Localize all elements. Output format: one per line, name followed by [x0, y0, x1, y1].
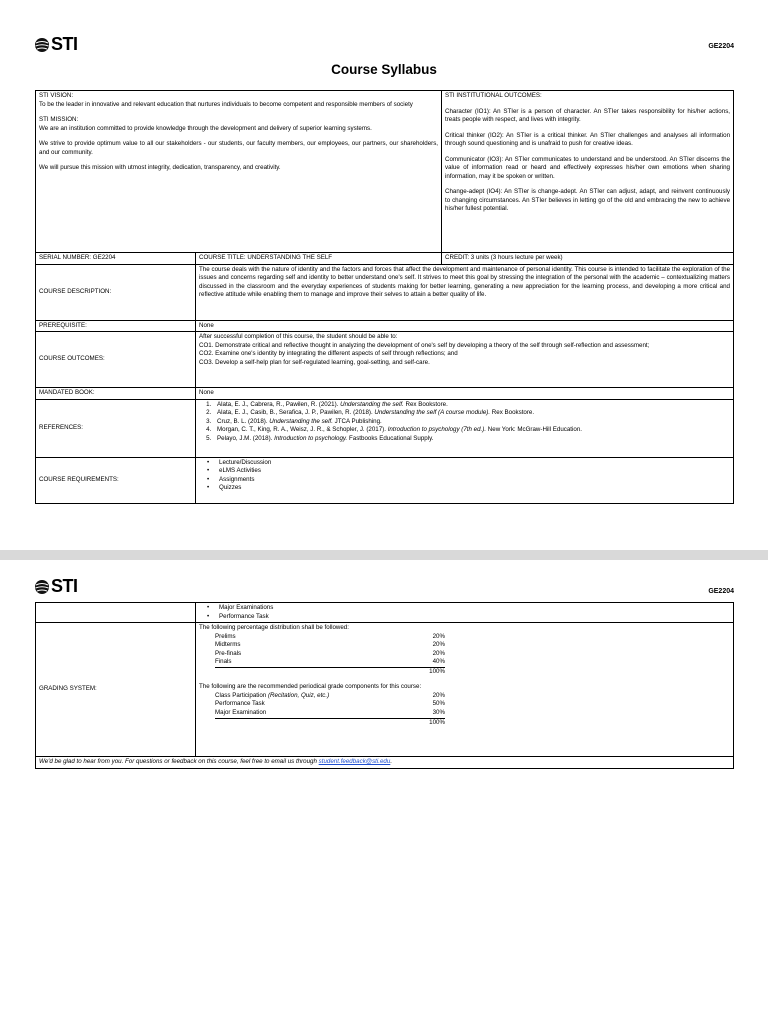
- grading-cell: [196, 623, 734, 757]
- vision-label: STI VISION:: [39, 92, 74, 99]
- requirement-item: • Performance Task: [211, 613, 730, 622]
- mission-paragraph: We are an institution committed to provide knowledge through the development and delivery of superior learning systems.: [39, 124, 372, 132]
- prerequisite-label: PREREQUISITE:: [36, 320, 196, 332]
- term-row: Finals 40%: [215, 658, 730, 668]
- requirement-item: • Major Examinations: [211, 604, 730, 613]
- outcome-item: Change-adept (IO4): An STIer is change-adept. An STIer can adjust, adapt, and reinvent continuously to changing circumstances. An STIer believes in letting go of the old and embracing the new to achieve his/her fullest potential.: [445, 188, 731, 213]
- component-total: 100%: [429, 718, 445, 726]
- prerequisite-value: None: [196, 320, 734, 332]
- requirement-item: • Lecture/Discussion: [211, 459, 730, 468]
- outcome-item: Communicator (IO3): An STIer communicates to understand and be understood. An STIer discerns the value of information read or heard and effectively expresses his/her own emotions when sharing information, may it be spoken or written.: [445, 155, 731, 180]
- course-outcome-item: CO2. Examine one's identity by integrating the different aspects of self through reflections; and: [199, 350, 458, 358]
- component-row: Class Participation (Recitation, Quiz, etc.) 20%: [215, 691, 445, 699]
- page-2: [0, 560, 768, 1024]
- course-code: GE2204: [708, 43, 734, 50]
- logo-text: STI: [51, 576, 78, 596]
- page-gap: [0, 550, 768, 560]
- serial-number: SERIAL NUMBER: GE2204: [36, 253, 196, 265]
- description-text: The course deals with the nature of identity and the factors and forces that affect the development and maintenance of personal identity. This course is intended to facilitate the exploration of the issues and concerns regarding self and identity to better understand one's self. It strives to meet this goal by stressing the integration of the personal with the academic – contextualizing matters discussed in the classroom and the everyday experiences of students making for better learning, generating a new appreciation for the learning process, and developing a more critical and reflective attitude while enabling them to manage and improve their selves to attain a better quality of life.: [196, 264, 734, 320]
- requirement-item: • Assignments: [211, 476, 730, 485]
- description-label: COURSE DESCRIPTION:: [36, 264, 196, 320]
- course-title: COURSE TITLE: UNDERSTANDING THE SELF: [196, 253, 442, 265]
- mission-label: STI MISSION:: [39, 116, 79, 124]
- vision-text: To be the leader in innovative and relevant education that nurtures individuals to become competent and responsible members of society: [39, 100, 413, 108]
- globe-icon: [34, 37, 50, 53]
- outcome-item: Character (IO1): An STIer is a person of character. An STIer takes responsibility for his/her actions, treats people with respect, and lives with integrity.: [445, 107, 731, 124]
- globe-icon: [34, 579, 50, 595]
- course-outcomes-label: COURSE OUTCOMES:: [36, 332, 196, 388]
- course-outcomes-cell: [196, 332, 734, 388]
- mission-paragraph: We will pursue this mission with utmost integrity, dedication, transparency, and creativity.: [39, 164, 281, 172]
- course-outcome-item: CO3. Develop a self-help plan for self-regulated learning, goal-setting, and self-care.: [199, 358, 430, 366]
- references-label: REFERENCES:: [36, 399, 196, 457]
- mandated-book-value: None: [196, 388, 734, 400]
- sti-logo: [34, 34, 78, 55]
- feedback-note: We'd be glad to hear from you. For questions or feedback on this course, feel free to email us through student.feedback@sti.edu.: [36, 757, 734, 769]
- reference-item: 5. Pelayo, J.M. (2018). Introduction to psychology. Fastbooks Educational Supply.: [213, 435, 730, 444]
- outcome-item: Critical thinker (IO2): An STIer is a critical thinker. An STIer challenges and analyses all information through sound questioning and is unafraid to push for creative ideas.: [445, 131, 731, 148]
- feedback-email-link[interactable]: student.feedback@sti.edu: [318, 758, 391, 766]
- grade-components: [199, 692, 730, 727]
- reference-item: 1. Alata, E. J., Cabrera, R., Pawilen, R. (2021). Understanding the self. Rex Bookstore.: [213, 401, 730, 410]
- requirements-label: COURSE REQUIREMENTS:: [36, 457, 196, 503]
- syllabus-table-continued: [35, 602, 734, 769]
- grading-label: GRADING SYSTEM:: [36, 623, 196, 757]
- syllabus-table: [35, 90, 734, 504]
- outcomes-label: STI INSTITUTIONAL OUTCOMES:: [445, 92, 542, 99]
- outcomes-cell: [442, 91, 734, 253]
- term-row: Prelims 20%: [215, 632, 445, 640]
- term-row: Pre-finals 20%: [215, 649, 445, 657]
- vision-mission-cell: [36, 91, 442, 253]
- requirements-label-continued: [36, 603, 196, 623]
- sti-logo: [34, 576, 78, 597]
- mandated-book-label: MANDATED BOOK:: [36, 388, 196, 400]
- requirement-item: • eLMS Activities: [211, 467, 730, 476]
- reference-item: 3. Cruz, B. L. (2018). Understanding the self. JTCA Publishing.: [213, 418, 730, 427]
- requirements-cell: [196, 457, 734, 503]
- requirement-item: • Quizzes: [211, 484, 730, 493]
- mission-paragraph: We strive to provide optimum value to all our stakeholders - our students, our faculty members, our employees, our partners, our shareholders, and our community.: [39, 140, 439, 156]
- references-cell: [196, 399, 734, 457]
- page-title: Course Syllabus: [331, 62, 437, 77]
- component-row: Performance Task 50%: [215, 700, 445, 708]
- reference-item: 2. Alata, E. J., Casib, B., Serafica, J. P., Pawilen, R. (2018). Understanding the self (A course module). Rex Bookstore.: [213, 409, 730, 418]
- term-row: Midterms 20%: [215, 641, 445, 649]
- term-distribution: [199, 633, 730, 677]
- term-total: 100%: [429, 667, 445, 675]
- grading-intro: The following percentage distribution shall be followed:: [199, 624, 349, 632]
- course-outcome-item: CO1. Demonstrate critical and reflective thought in analyzing the development of one's self by developing a theory of the self through self-reflection and assessment;: [199, 341, 650, 349]
- course-outcomes-intro: After successful completion of this course, the student should be able to:: [199, 333, 398, 341]
- requirements-cell-continued: [196, 603, 734, 623]
- logo-text: STI: [51, 34, 78, 54]
- reference-item: 4. Morgan, C. T., King, R. A., Weisz, J. R., & Schopler, J. (2017). Introduction to psychology (7th ed.). New York: McGraw-Hill Education.: [213, 426, 730, 435]
- grading-intro-2: The following are the recommended periodical grade components for this course:: [199, 683, 422, 691]
- component-row: Major Examination 30%: [215, 709, 730, 719]
- credit: CREDIT: 3 units (3 hours lecture per week): [442, 253, 734, 265]
- course-code: GE2204: [708, 588, 734, 595]
